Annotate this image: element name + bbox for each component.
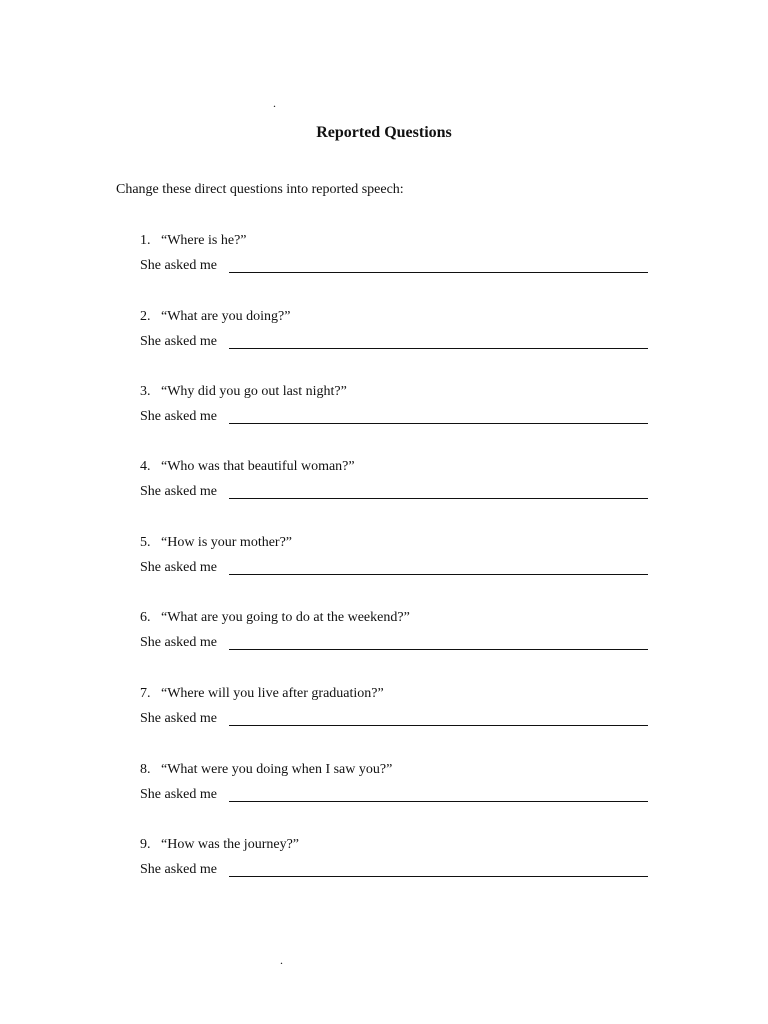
decorative-dot-bottom: . <box>280 953 283 967</box>
answer-prefix: She asked me <box>140 635 217 650</box>
question-number: 2. <box>140 309 151 324</box>
answer-prefix: She asked me <box>140 258 217 273</box>
answer-line <box>140 408 648 426</box>
question-item <box>140 308 660 358</box>
question-text: “Where will you live after graduation?” <box>161 686 384 701</box>
question-line <box>140 534 292 552</box>
answer-blank[interactable] <box>229 725 648 726</box>
question-line <box>140 232 247 250</box>
answer-prefix: She asked me <box>140 560 217 575</box>
question-line <box>140 308 290 326</box>
page-title: Reported Questions <box>316 124 452 141</box>
question-text: “How was the journey?” <box>161 837 300 852</box>
answer-line <box>140 861 648 879</box>
question-line <box>140 836 299 854</box>
answer-prefix: She asked me <box>140 787 217 802</box>
question-number: 3. <box>140 384 151 399</box>
answer-line <box>140 333 648 351</box>
answer-blank[interactable] <box>229 574 648 575</box>
answer-line <box>140 559 648 577</box>
question-number: 1. <box>140 233 151 248</box>
answer-blank[interactable] <box>229 423 648 424</box>
question-line <box>140 761 392 779</box>
question-item <box>140 383 660 433</box>
answer-blank[interactable] <box>229 498 648 499</box>
answer-prefix: She asked me <box>140 334 217 349</box>
question-item <box>140 609 660 659</box>
answer-blank[interactable] <box>229 348 648 349</box>
answer-prefix: She asked me <box>140 409 217 424</box>
answer-prefix: She asked me <box>140 862 217 877</box>
answer-prefix: She asked me <box>140 484 217 499</box>
question-line <box>140 685 384 703</box>
question-text: “Why did you go out last night?” <box>161 384 347 399</box>
answer-blank[interactable] <box>229 649 648 650</box>
question-number: 4. <box>140 459 151 474</box>
answer-line <box>140 483 648 501</box>
question-item <box>140 232 660 282</box>
question-item <box>140 761 660 811</box>
question-item <box>140 836 660 886</box>
decorative-dot-top: . <box>273 96 276 110</box>
question-line <box>140 383 347 401</box>
answer-line <box>140 786 648 804</box>
answer-line <box>140 634 648 652</box>
question-number: 9. <box>140 837 151 852</box>
question-text: “How is your mother?” <box>161 535 293 550</box>
question-item <box>140 685 660 735</box>
question-text: “What are you doing?” <box>161 309 291 324</box>
question-item <box>140 458 660 508</box>
question-number: 6. <box>140 610 151 625</box>
question-item <box>140 534 660 584</box>
answer-line <box>140 257 648 275</box>
answer-line <box>140 710 648 728</box>
answer-blank[interactable] <box>229 272 648 273</box>
answer-blank[interactable] <box>229 876 648 877</box>
question-text: “Who was that beautiful woman?” <box>161 459 355 474</box>
question-number: 7. <box>140 686 151 701</box>
answer-prefix: She asked me <box>140 711 217 726</box>
question-text: “What were you doing when I saw you?” <box>161 762 393 777</box>
question-number: 8. <box>140 762 151 777</box>
question-line <box>140 458 355 476</box>
answer-blank[interactable] <box>229 801 648 802</box>
question-number: 5. <box>140 535 151 550</box>
question-line <box>140 609 410 627</box>
question-text: “What are you going to do at the weekend?” <box>161 610 410 625</box>
instruction-text: Change these direct questions into reported speech: <box>116 182 404 197</box>
question-text: “Where is he?” <box>161 233 247 248</box>
